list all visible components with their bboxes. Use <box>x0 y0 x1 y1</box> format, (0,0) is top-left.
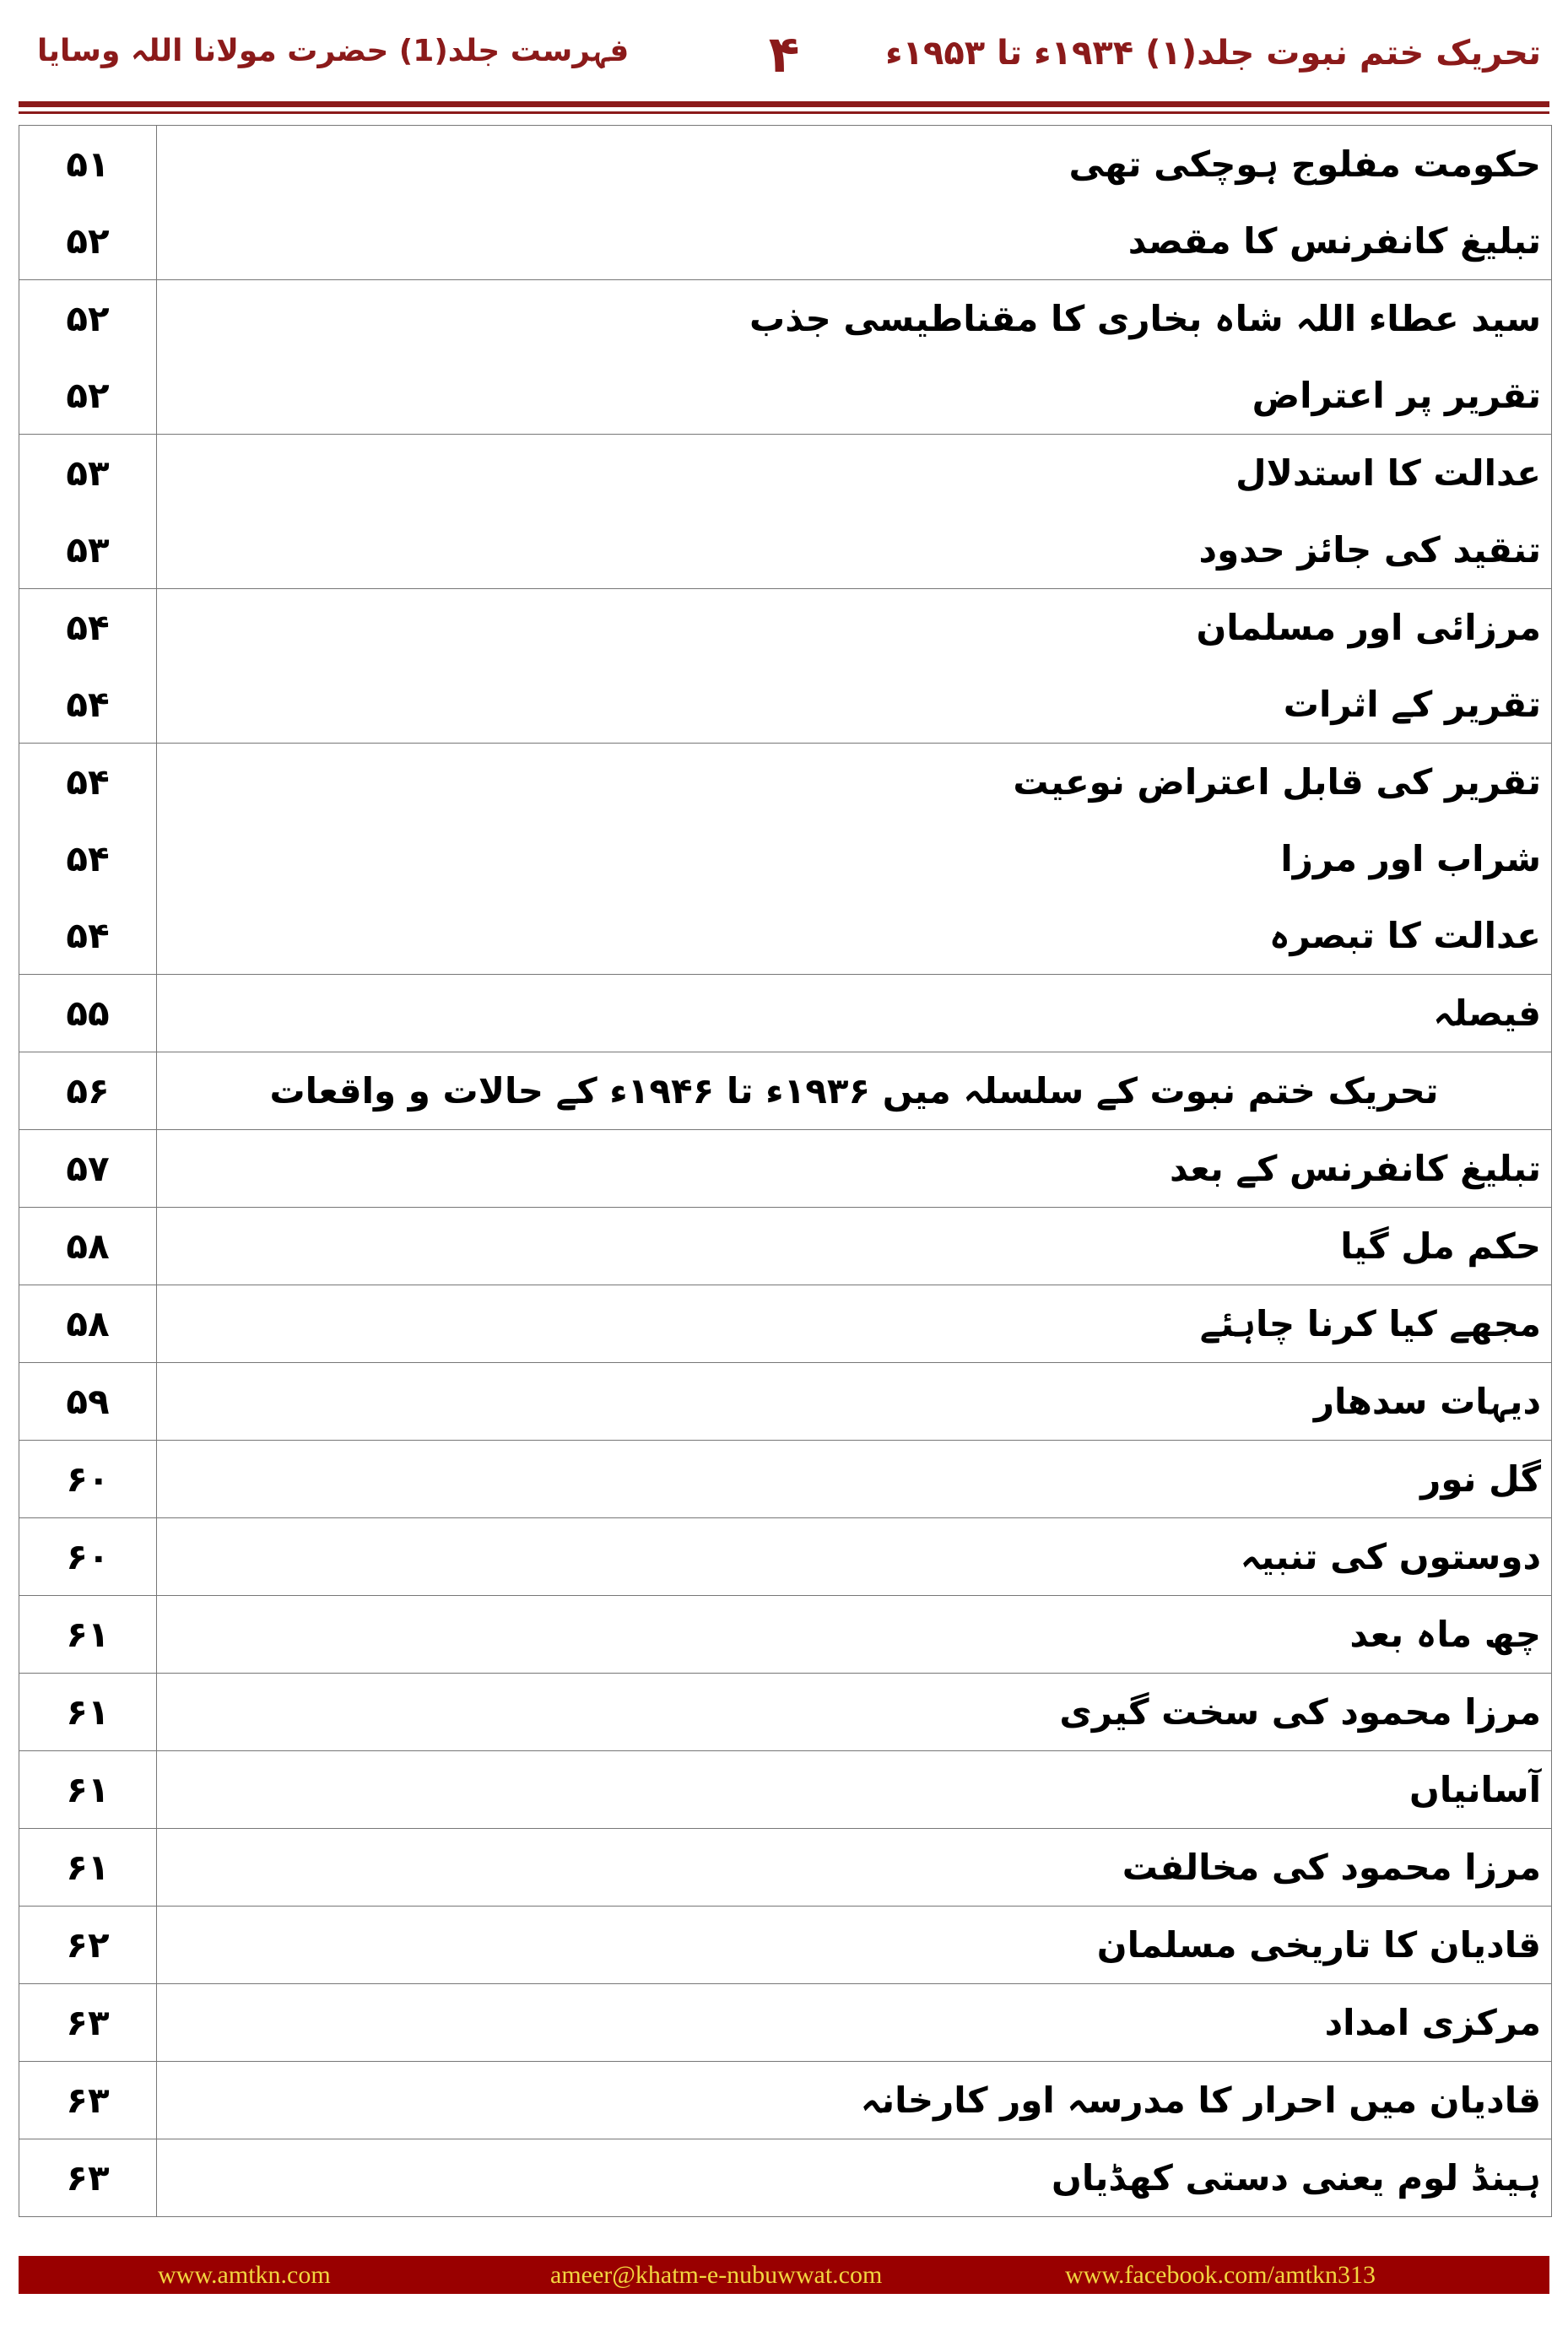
page-number-cell <box>19 280 157 435</box>
page-number: ۴ <box>768 25 800 84</box>
entry-page: ۶۱ <box>66 1769 110 1810</box>
title-cell <box>157 1751 1552 1829</box>
entry-page: ۶۳ <box>66 2002 110 2043</box>
title-cell <box>157 1441 1552 1518</box>
entry-page: ۵۳ <box>66 529 110 571</box>
table-row <box>19 1751 1552 1829</box>
page-number-cell <box>19 2062 157 2139</box>
header-rule-thin <box>19 111 1549 114</box>
table-row <box>19 2062 1552 2139</box>
page-number-cell <box>19 1907 157 1984</box>
entry-page: ۵۴ <box>66 838 110 879</box>
title-cell <box>157 744 1552 975</box>
table-row <box>19 126 1552 280</box>
facebook-link[interactable]: www.facebook.com/amtkn313 <box>1065 2261 1376 2289</box>
table-row <box>19 744 1552 975</box>
page-number-cell <box>19 1984 157 2062</box>
title-cell <box>157 435 1552 589</box>
table-row <box>19 1596 1552 1674</box>
title-cell <box>157 1829 1552 1907</box>
title-cell <box>157 589 1552 744</box>
entry-page: ۵۲ <box>66 220 110 262</box>
entry-title: آسانیاں <box>1408 1769 1541 1810</box>
table-row <box>19 1052 1552 1130</box>
page-number-cell <box>19 126 157 280</box>
table-row <box>19 1829 1552 1907</box>
entry-title: گل نور <box>1420 1458 1541 1500</box>
page-number-cell <box>19 1674 157 1751</box>
table-row <box>19 280 1552 435</box>
entry-page: ۵۷ <box>66 1148 110 1189</box>
entry-title: مجھے کیا کرنا چاہئے <box>1199 1303 1541 1344</box>
entry-page: ۵۲ <box>66 375 110 416</box>
entry-page: ۵۳ <box>66 452 110 494</box>
entry-page: ۵۹ <box>66 1381 110 1422</box>
book-title: تحریک ختم نبوت جلد(۱) ۱۹۳۴ء تا ۱۹۵۳ء <box>885 34 1541 73</box>
email-link[interactable]: ameer@khatm-e-nubuwwat.com <box>550 2261 883 2289</box>
entry-page: ۵۵ <box>66 993 110 1034</box>
entry-title: مرکزی امداد <box>1324 2002 1541 2043</box>
entry-title: قادیان میں احرار کا مدرسہ اور کارخانہ <box>860 2080 1541 2121</box>
website-link[interactable]: www.amtkn.com <box>158 2261 331 2289</box>
entry-page: ۵۴ <box>66 684 110 725</box>
table-row <box>19 1208 1552 1285</box>
title-cell <box>157 1208 1552 1285</box>
page-number-cell <box>19 1518 157 1596</box>
page-number-cell <box>19 2139 157 2217</box>
entry-page: ۶۳ <box>66 2080 110 2121</box>
title-cell <box>157 1907 1552 1984</box>
entry-page: ۶۱ <box>66 1614 110 1655</box>
entry-title: تبلیغ کانفرنس کا مقصد <box>1127 220 1541 262</box>
entry-title: عدالت کا تبصرہ <box>1268 915 1541 956</box>
page-number-cell <box>19 1441 157 1518</box>
title-cell <box>157 1130 1552 1208</box>
table-row <box>19 1674 1552 1751</box>
table-row <box>19 589 1552 744</box>
table-row <box>19 1363 1552 1441</box>
entry-title: چھ ماہ بعد <box>1349 1614 1541 1655</box>
title-cell <box>157 1984 1552 2062</box>
entry-title: دوستوں کی تنبیہ <box>1240 1536 1541 1577</box>
page-footer <box>19 2256 1549 2294</box>
page-number-cell <box>19 1285 157 1363</box>
page-number-cell <box>19 1596 157 1674</box>
entry-page: ۵۸ <box>66 1225 110 1267</box>
table-of-contents <box>19 125 1552 2217</box>
title-cell <box>157 1285 1552 1363</box>
title-cell <box>157 1363 1552 1441</box>
entry-title: تنقید کی جائز حدود <box>1198 529 1541 571</box>
page-number-cell <box>19 435 157 589</box>
title-cell <box>157 2062 1552 2139</box>
table-row <box>19 2139 1552 2217</box>
entry-title: تبلیغ کانفرنس کے بعد <box>1170 1148 1541 1189</box>
page-number-cell <box>19 1130 157 1208</box>
page-number-cell <box>19 1363 157 1441</box>
entry-title: ہینڈ لوم یعنی دستی کھڈیاں <box>1052 2157 1541 2199</box>
page-number-cell <box>19 1751 157 1829</box>
table-row <box>19 1285 1552 1363</box>
page-number-cell <box>19 1208 157 1285</box>
entry-page: ۶۱ <box>66 1847 110 1888</box>
table-row <box>19 1518 1552 1596</box>
header-rule-thick <box>19 101 1549 107</box>
index-label: فہرست جلد(1) حضرت مولانا اللہ وسایا <box>37 34 630 68</box>
entry-page: ۵۴ <box>66 761 110 803</box>
entry-page: ۵۲ <box>66 298 110 339</box>
entry-title: فیصلہ <box>1433 993 1541 1034</box>
table-row <box>19 1441 1552 1518</box>
table-row <box>19 1907 1552 1984</box>
entry-page: ۵۸ <box>66 1303 110 1344</box>
page-number-cell <box>19 744 157 975</box>
page-number-cell <box>19 1052 157 1130</box>
entry-title: شراب اور مرزا <box>1280 838 1541 879</box>
entry-page: ۵۶ <box>66 1070 110 1112</box>
entry-title: حکومت مفلوج ہوچکی تھی <box>1068 143 1541 185</box>
section-heading: تحریک ختم نبوت کے سلسلہ میں ۱۹۳۶ء تا ۱۹۴۶ء کے حالات و واقعات <box>269 1070 1439 1112</box>
page-number-cell <box>19 975 157 1052</box>
title-cell <box>157 1596 1552 1674</box>
entry-title: سید عطاء اللہ شاہ بخاری کا مقناطیسی جذب <box>749 298 1541 339</box>
entry-page: ۶۰ <box>66 1536 110 1577</box>
entry-title: تقریر کے اثرات <box>1283 684 1541 725</box>
title-cell <box>157 1674 1552 1751</box>
entry-page: ۶۲ <box>66 1924 110 1966</box>
title-cell <box>157 280 1552 435</box>
title-cell <box>157 975 1552 1052</box>
entry-title: تقریر کی قابل اعتراض نوعیت <box>1013 761 1541 803</box>
table-row <box>19 435 1552 589</box>
title-cell <box>157 1052 1552 1130</box>
title-cell <box>157 126 1552 280</box>
page-number-cell <box>19 1829 157 1907</box>
page-number-cell <box>19 589 157 744</box>
entry-page: ۵۴ <box>66 607 110 648</box>
table-row <box>19 1984 1552 2062</box>
entry-page: ۵۴ <box>66 915 110 956</box>
entry-page: ۶۱ <box>66 1691 110 1733</box>
entry-title: تقریر پر اعتراض <box>1252 375 1541 416</box>
entry-title: قادیان کا تاریخی مسلمان <box>1096 1924 1541 1966</box>
entry-page: ۵۱ <box>66 143 110 185</box>
entry-title: حکم مل گیا <box>1340 1225 1541 1267</box>
table-row <box>19 1130 1552 1208</box>
entry-title: دیہات سدھار <box>1313 1381 1541 1422</box>
entry-title: مرزا محمود کی مخالفت <box>1122 1847 1541 1888</box>
entry-page: ۶۳ <box>66 2157 110 2199</box>
table-row <box>19 975 1552 1052</box>
page-header <box>19 25 1549 93</box>
entry-title: مرزائی اور مسلمان <box>1196 607 1541 648</box>
entry-page: ۶۰ <box>66 1458 110 1500</box>
entry-title: مرزا محمود کی سخت گیری <box>1059 1691 1541 1733</box>
entry-title: عدالت کا استدلال <box>1235 452 1541 494</box>
title-cell <box>157 1518 1552 1596</box>
title-cell <box>157 2139 1552 2217</box>
